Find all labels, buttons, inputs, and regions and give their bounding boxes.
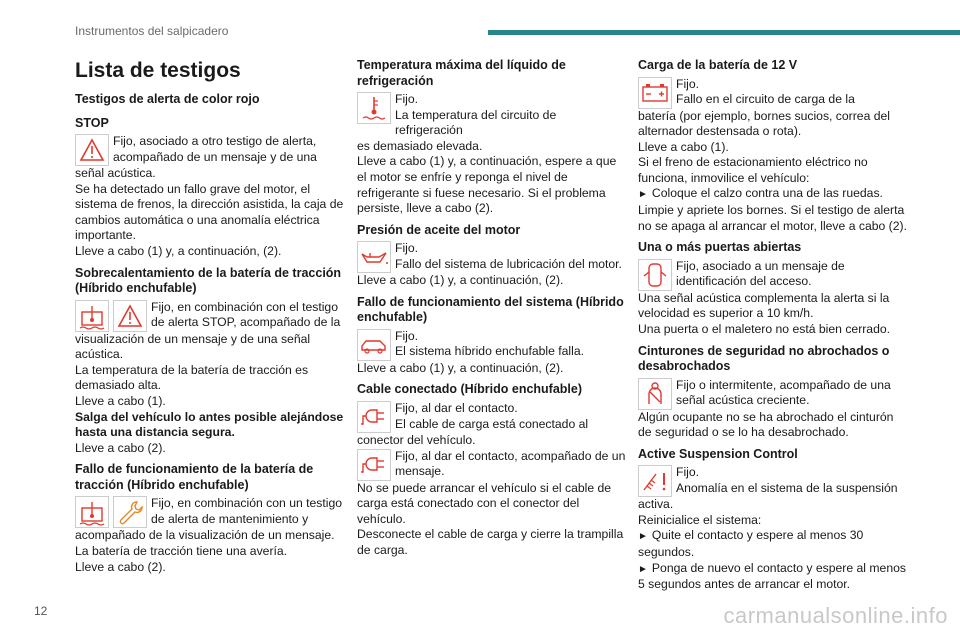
battery-temperature-icon xyxy=(75,300,109,332)
coolant-line1: Fijo. xyxy=(395,92,419,106)
coolant-figure xyxy=(357,92,627,139)
cable-b-line2: mensaje. xyxy=(395,464,445,479)
column-1 xyxy=(75,58,345,575)
page-number: 12 xyxy=(34,604,48,618)
belts-line2: señal acústica creciente. xyxy=(676,393,810,408)
overheat-line1: Fijo, en combinación con el testigo xyxy=(151,299,338,314)
car-fault-icon xyxy=(357,329,391,361)
fault-p2: Lleve a cabo (2). xyxy=(75,559,166,574)
bullet-arrow-icon: ► xyxy=(638,189,648,201)
battery-rest: batería (por ejemplo, bornes sucios, correa del alternador destensada o rota). xyxy=(638,108,891,139)
stop-rest: señal acústica. xyxy=(75,166,156,181)
coolant-p1: Lleve a cabo (1) y, a continuación, espere a que el motor se enfríe y reponga el nivel de refrigerante si fuese necesario. Si el problema persiste, lleve a cabo (2). xyxy=(357,154,617,216)
charging-plug-icon xyxy=(357,449,391,481)
fault-rest: acompañado de la visualización de un mensaje. xyxy=(75,528,335,543)
overheat-rest: visualización de un mensaje y de una señal acústica. xyxy=(75,331,311,362)
battery-fault-icon xyxy=(75,496,109,528)
cable-a-line2: El cable de carga está conectado al xyxy=(395,416,589,431)
stop-p1: Se ha detectado un fallo grave del motor, el sistema de frenos, la dirección asistida, la caja de cambios automática o una anomalía eléctrica importante. xyxy=(75,181,344,243)
fault-p1: La batería de tracción tiene una avería. xyxy=(75,544,288,558)
doors-line1: Fijo, asociado a un mensaje de xyxy=(676,258,845,273)
belts-line1: Fijo o intermitente, acompañado de una xyxy=(676,377,891,392)
doors-p2: Una puerta o el maletero no está bien cerrado. xyxy=(638,321,891,336)
section-subtitle: Testigos de alerta de color rojo xyxy=(75,92,260,106)
warning-triangle-icon xyxy=(113,300,147,332)
fault-line2: de alerta de mantenimiento y xyxy=(151,512,309,526)
overheat-p4: Lleve a cabo (2). xyxy=(75,440,166,455)
header-accent-bar xyxy=(488,30,960,35)
battery-heading: Carga de la batería de 12 V xyxy=(638,58,798,72)
stop-line2: acompañado de un mensaje y de una xyxy=(113,149,317,164)
suspension-bullet-2: ► Ponga de nuevo el contacto y espere al menos 5 segundos antes de arrancar el motor. xyxy=(638,560,906,592)
battery-line1: Fijo. xyxy=(676,76,700,91)
stop-line1: Fijo, asociado a otro testigo de alerta, xyxy=(113,134,317,149)
suspension-bullet-1: ► Quite el contacto y espere al menos 30 segundos. xyxy=(638,528,864,559)
stop-p2: Lleve a cabo (1) y, a continuación, (2). xyxy=(75,244,282,259)
overheat-p3: Salga del vehículo lo antes posible alejándose hasta una distancia segura. xyxy=(75,409,344,440)
cable-figure-b xyxy=(357,449,627,481)
watermark: carmanualsonline.info xyxy=(723,603,948,628)
overheat-p2: Lleve a cabo (1). xyxy=(75,394,166,409)
cable-p1: No se puede arrancar el vehículo si el cable de carga está conectado con el conector del vehículo. xyxy=(357,480,612,526)
bullet-arrow-icon: ► xyxy=(638,563,648,575)
doors-p1: Una señal acústica complementa la alerta si la velocidad es superior a 10 km/h. xyxy=(638,290,890,321)
cable-p2: Desconecte el cable de carga y cierre la trampilla de carga. xyxy=(357,527,624,557)
oil-heading: Presión de aceite del motor xyxy=(357,222,521,237)
fault-heading: Fallo de funcionamiento de la batería de tracción (Híbrido enchufable) xyxy=(75,462,314,492)
seatbelt-icon xyxy=(638,378,672,410)
overheat-figure xyxy=(75,300,345,332)
suspension-warning-icon xyxy=(638,465,672,497)
coolant-temperature-icon xyxy=(357,92,391,124)
coolant-rest: es demasiado elevada. xyxy=(357,138,483,153)
suspension-p1: Reinicialice el sistema: xyxy=(638,512,762,527)
belts-heading: Cinturones de seguridad no abrochados o desabrochados xyxy=(638,343,890,374)
suspension-line1: Fijo. xyxy=(676,465,700,480)
overheat-line2: de alerta STOP, acompañado de la xyxy=(151,315,341,330)
belts-p1: Algún ocupante no se ha abrochado el cinturón de seguridad o se lo ha desabrochado. xyxy=(638,409,894,440)
hybrid-line2: El sistema híbrido enchufable falla. xyxy=(395,344,585,359)
belts-figure xyxy=(638,378,908,410)
oil-can-icon xyxy=(357,241,391,273)
fault-figure xyxy=(75,496,345,528)
battery-p3: Limpie y apriete los bornes. Si el testigo de alerta no se apaga al arrancar el motor, lleve a cabo (2). xyxy=(638,203,907,233)
stop-figure xyxy=(75,134,345,166)
battery-icon xyxy=(638,77,672,109)
wrench-icon xyxy=(113,496,147,528)
coolant-line2: La temperatura del circuito de refrigeración xyxy=(395,107,557,138)
suspension-figure xyxy=(638,465,908,497)
bullet-arrow-icon: ► xyxy=(638,531,648,543)
doors-figure xyxy=(638,259,908,291)
suspension-rest: activa. xyxy=(638,497,674,512)
doors-heading: Una o más puertas abiertas xyxy=(638,240,802,255)
hybrid-line1: Fijo. xyxy=(395,328,419,343)
doors-line2: identificación del acceso. xyxy=(676,274,812,289)
oil-line2: Fallo del sistema de lubricación del motor. xyxy=(395,256,622,271)
stop-heading: STOP xyxy=(75,115,109,130)
car-open-doors-icon xyxy=(638,259,672,291)
cable-b-line1: Fijo, al dar el contacto, acompañado de un xyxy=(395,448,626,463)
overheat-heading: Sobrecalentamiento de la batería de tracción (Híbrido enchufable) xyxy=(75,265,342,296)
suspension-line2: Anomalía en el sistema de la suspensión xyxy=(676,480,898,495)
cable-heading: Cable conectado (Híbrido enchufable) xyxy=(357,382,583,397)
overheat-p1: La temperatura de la batería de tracción es demasiado alta. xyxy=(75,362,309,393)
fault-line1: Fijo, en combinación con un testigo xyxy=(151,496,343,511)
battery-figure xyxy=(638,77,908,109)
battery-line2: Fallo en el circuito de carga de la xyxy=(676,92,855,107)
cable-figure-a xyxy=(357,401,627,433)
oil-p1: Lleve a cabo (1) y, a continuación, (2). xyxy=(357,273,564,288)
warning-triangle-icon xyxy=(75,134,109,166)
cable-a-line1: Fijo, al dar el contacto. xyxy=(395,400,518,415)
hybrid-figure xyxy=(357,329,627,361)
battery-p2: Si el freno de estacionamiento eléctrico no funciona, inmovilice el vehículo: xyxy=(638,155,868,185)
oil-line1: Fijo. xyxy=(395,241,419,256)
hybrid-heading: Fallo de funcionamiento del sistema (Híbrido enchufable) xyxy=(357,294,624,325)
oil-figure xyxy=(357,241,627,273)
header-title: Instrumentos del salpicadero xyxy=(75,24,229,38)
column-2 xyxy=(357,58,627,559)
battery-p1: Lleve a cabo (1). xyxy=(638,139,729,154)
column-3 xyxy=(638,58,908,593)
battery-bullet-1: ► Coloque el calzo contra una de las ruedas. xyxy=(638,186,883,201)
page-title: Lista de testigos xyxy=(75,59,241,82)
suspension-heading: Active Suspension Control xyxy=(638,446,798,461)
hybrid-p1: Lleve a cabo (1) y, a continuación, (2). xyxy=(357,360,564,375)
charging-plug-icon xyxy=(357,401,391,433)
cable-a-rest: conector del vehículo. xyxy=(357,432,476,447)
coolant-heading: Temperatura máxima del líquido de refrigeración xyxy=(357,58,566,88)
